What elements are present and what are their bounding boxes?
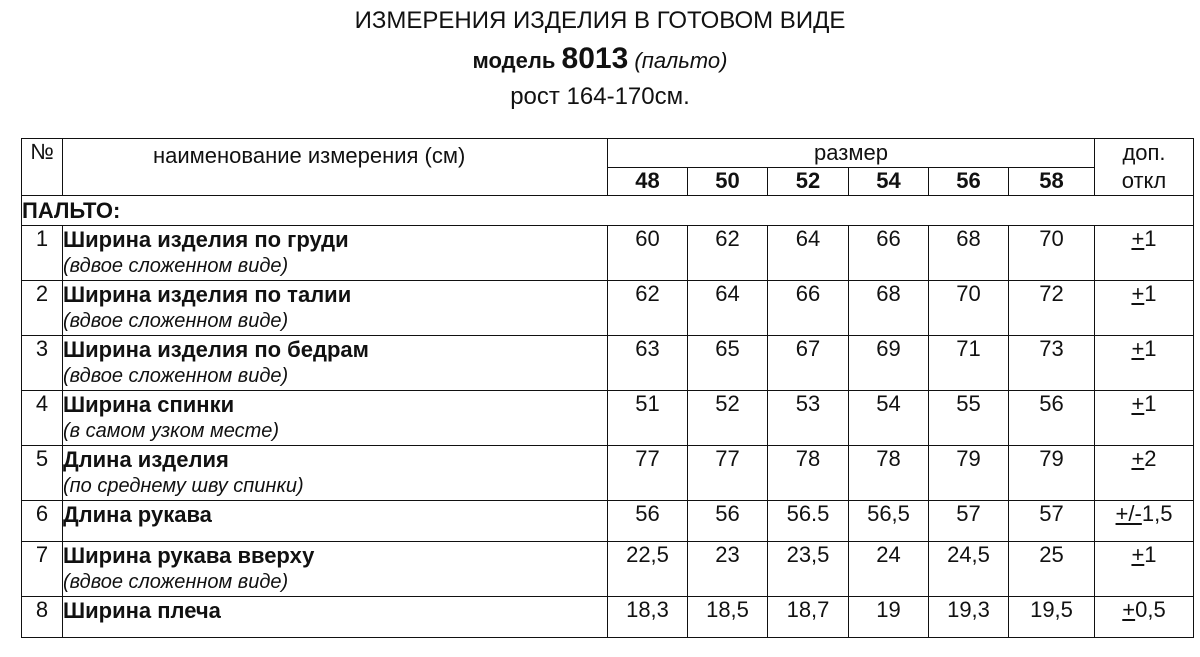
tolerance-amount: 1 xyxy=(1144,336,1157,361)
size-value: 56,5 xyxy=(849,501,929,542)
column-header-tolerance xyxy=(1095,139,1194,196)
column-header-size: размер xyxy=(608,139,1095,168)
size-header: 54 xyxy=(849,167,929,196)
measurement-name-cell xyxy=(63,446,608,501)
measurement-note: (в самом узком месте) xyxy=(63,420,280,442)
size-value: 56 xyxy=(608,501,688,542)
tolerance-value xyxy=(1095,391,1194,446)
size-value: 64 xyxy=(768,226,849,281)
model-line xyxy=(0,42,1200,76)
size-value: 56 xyxy=(688,501,768,542)
size-value: 64 xyxy=(688,281,768,336)
tolerance-amount: 0,5 xyxy=(1135,597,1166,622)
size-header: 48 xyxy=(608,167,688,196)
model-type: (пальто) xyxy=(634,48,728,73)
size-value: 70 xyxy=(929,281,1009,336)
measurement-name: Длина рукава xyxy=(63,502,212,527)
tolerance-sign: + xyxy=(1131,542,1145,567)
size-value: 56.5 xyxy=(768,501,849,542)
table-row xyxy=(22,391,1194,446)
measurement-name: Ширина изделия по бедрам xyxy=(63,337,369,362)
size-header: 56 xyxy=(929,167,1009,196)
measurement-name: Ширина изделия по талии xyxy=(63,282,352,307)
tolerance-value xyxy=(1095,336,1194,391)
row-number: 3 xyxy=(22,336,63,391)
row-number: 1 xyxy=(22,226,63,281)
table-row xyxy=(22,281,1194,336)
size-value: 23 xyxy=(688,542,768,597)
measurement-name-cell xyxy=(63,226,608,281)
tolerance-value xyxy=(1095,226,1194,281)
measurement-name-cell xyxy=(63,336,608,391)
size-value: 68 xyxy=(849,281,929,336)
tolerance-sign: + xyxy=(1131,226,1145,251)
column-header-number: № xyxy=(22,139,63,196)
measurement-note: (вдвое сложенном виде) xyxy=(63,255,289,277)
section-heading: ПАЛЬТО: xyxy=(22,196,1194,226)
size-value: 53 xyxy=(768,391,849,446)
size-value: 77 xyxy=(608,446,688,501)
size-value: 25 xyxy=(1009,542,1095,597)
size-value: 63 xyxy=(608,336,688,391)
model-number: 8013 xyxy=(561,42,629,75)
tolerance-value xyxy=(1095,281,1194,336)
tolerance-sign: +/- xyxy=(1115,501,1142,526)
row-number: 7 xyxy=(22,542,63,597)
size-value: 19,5 xyxy=(1009,597,1095,638)
measurement-note: (вдвое сложенном виде) xyxy=(63,310,289,332)
table-row xyxy=(22,336,1194,391)
measurement-name-cell xyxy=(63,391,608,446)
size-value: 56 xyxy=(1009,391,1095,446)
size-value: 60 xyxy=(608,226,688,281)
size-value: 18,3 xyxy=(608,597,688,638)
tolerance-value xyxy=(1095,542,1194,597)
tolerance-sign: + xyxy=(1131,391,1145,416)
tolerance-sign: + xyxy=(1131,336,1145,361)
size-value: 22,5 xyxy=(608,542,688,597)
tolerance-amount: 2 xyxy=(1144,446,1157,471)
size-value: 19,3 xyxy=(929,597,1009,638)
size-value: 77 xyxy=(688,446,768,501)
table-row xyxy=(22,446,1194,501)
size-value: 67 xyxy=(768,336,849,391)
size-value: 57 xyxy=(929,501,1009,542)
size-value: 68 xyxy=(929,226,1009,281)
tolerance-sign: + xyxy=(1131,281,1145,306)
size-value: 18,7 xyxy=(768,597,849,638)
size-value: 23,5 xyxy=(768,542,849,597)
size-value: 79 xyxy=(1009,446,1095,501)
row-number: 4 xyxy=(22,391,63,446)
tolerance-value xyxy=(1095,501,1194,542)
measurement-note: (по среднему шву спинки) xyxy=(63,475,304,497)
tolerance-amount: 1 xyxy=(1144,542,1157,567)
size-value: 73 xyxy=(1009,336,1095,391)
row-number: 5 xyxy=(22,446,63,501)
size-value: 66 xyxy=(768,281,849,336)
measurement-name-cell xyxy=(63,542,608,597)
tolerance-value xyxy=(1095,597,1194,638)
size-value: 69 xyxy=(849,336,929,391)
measurement-note: (вдвое сложенном виде) xyxy=(63,571,289,593)
tolerance-value xyxy=(1095,446,1194,501)
measurement-name: Ширина рукава вверху xyxy=(63,543,315,568)
measurement-name-cell xyxy=(63,501,608,542)
size-value: 66 xyxy=(849,226,929,281)
size-value: 79 xyxy=(929,446,1009,501)
tolerance-sign: + xyxy=(1131,446,1145,471)
tolerance-amount: 1 xyxy=(1144,281,1157,306)
table-row xyxy=(22,542,1194,597)
size-value: 51 xyxy=(608,391,688,446)
size-value: 52 xyxy=(688,391,768,446)
measurement-name: Длина изделия xyxy=(63,447,229,472)
tolerance-header-line2: откл xyxy=(1121,168,1167,193)
size-value: 71 xyxy=(929,336,1009,391)
size-header: 52 xyxy=(768,167,849,196)
measurement-name: Ширина изделия по груди xyxy=(63,227,349,252)
measurement-name: Ширина спинки xyxy=(63,392,235,417)
column-header-measurement: наименование измерения (см) xyxy=(63,139,608,196)
document-title: ИЗМЕРЕНИЯ ИЗДЕЛИЯ В ГОТОВОМ ВИДЕ xyxy=(354,7,846,34)
size-value: 78 xyxy=(849,446,929,501)
size-value: 65 xyxy=(688,336,768,391)
row-number: 2 xyxy=(22,281,63,336)
row-number: 6 xyxy=(22,501,63,542)
size-value: 72 xyxy=(1009,281,1095,336)
tolerance-header-line1: доп. xyxy=(1122,140,1166,165)
size-value: 18,5 xyxy=(688,597,768,638)
size-value: 62 xyxy=(608,281,688,336)
measurement-note: (вдвое сложенном виде) xyxy=(63,365,289,387)
tolerance-amount: 1 xyxy=(1144,391,1157,416)
size-value: 54 xyxy=(849,391,929,446)
size-header: 58 xyxy=(1009,167,1095,196)
size-value: 70 xyxy=(1009,226,1095,281)
size-value: 24,5 xyxy=(929,542,1009,597)
tolerance-amount: 1,5 xyxy=(1141,501,1173,526)
size-value: 78 xyxy=(768,446,849,501)
measurement-name-cell xyxy=(63,281,608,336)
row-number: 8 xyxy=(22,597,63,638)
tolerance-amount: 1 xyxy=(1144,226,1157,251)
size-value: 55 xyxy=(929,391,1009,446)
model-label: модель xyxy=(472,48,556,73)
size-value: 62 xyxy=(688,226,768,281)
height-range: рост 164-170см. xyxy=(510,83,690,110)
measurement-name: Ширина плеча xyxy=(63,598,221,623)
table-row xyxy=(22,597,1194,638)
table-row xyxy=(22,226,1194,281)
size-value: 19 xyxy=(849,597,929,638)
tolerance-sign: + xyxy=(1122,597,1136,622)
size-header: 50 xyxy=(688,167,768,196)
size-value: 24 xyxy=(849,542,929,597)
measurements-table xyxy=(21,138,1194,638)
measurement-name-cell xyxy=(63,597,608,638)
table-row xyxy=(22,501,1194,542)
size-value: 57 xyxy=(1009,501,1095,542)
